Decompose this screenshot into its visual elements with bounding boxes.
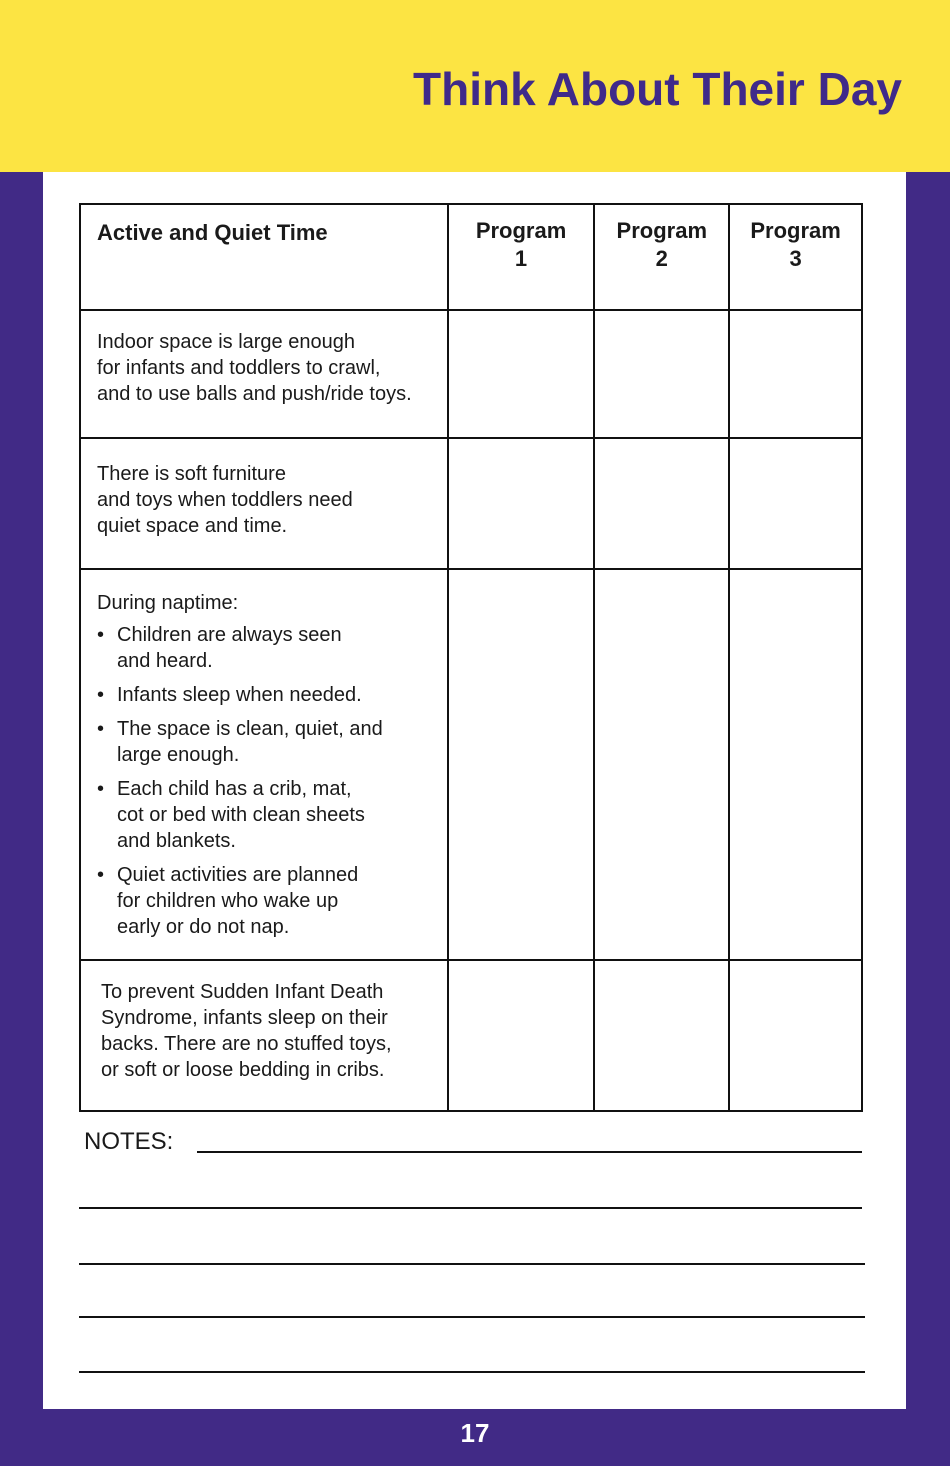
table-row [80, 569, 862, 960]
program-3-cell[interactable] [729, 569, 862, 960]
notes-line[interactable] [79, 1207, 862, 1209]
program-1-cell[interactable] [448, 310, 595, 438]
list-item: • The space is clean, quiet, and large enough. [97, 716, 435, 768]
header-band [0, 0, 950, 172]
checklist-table [79, 203, 863, 1112]
column-header-program-3: Program 3 [729, 204, 862, 310]
column-header-program-2: Program 2 [594, 204, 729, 310]
criterion-text: Indoor space is large enough for infants and toddlers to crawl, and to use balls and push/ride toys. [80, 310, 448, 438]
criterion-text: There is soft furniture and toys when toddlers need quiet space and time. [80, 438, 448, 569]
program-3-cell[interactable] [729, 310, 862, 438]
program-1-cell[interactable] [448, 438, 595, 569]
column-header-program-1: Program 1 [448, 204, 595, 310]
criterion-intro: During naptime: [97, 592, 239, 614]
list-item: • Infants sleep when needed. [97, 682, 435, 708]
list-item: • Children are always seen and heard. [97, 622, 435, 674]
notes-line[interactable] [79, 1263, 865, 1265]
list-item: • Each child has a crib, mat, cot or bed with clean sheets and blankets. [97, 776, 435, 854]
notes-line[interactable] [197, 1151, 862, 1153]
program-2-cell[interactable] [594, 569, 729, 960]
naptime-list [97, 622, 435, 940]
program-3-cell[interactable] [729, 960, 862, 1111]
page-title: Think About Their Day [413, 63, 902, 115]
notes-label: NOTES: [84, 1128, 174, 1155]
page-number: 17 [460, 1418, 490, 1448]
table-header-row [80, 204, 862, 310]
criterion-cell [80, 569, 448, 960]
program-1-cell[interactable] [448, 960, 595, 1111]
column-header-category: Active and Quiet Time [80, 204, 448, 310]
table-row [80, 960, 862, 1111]
program-2-cell[interactable] [594, 960, 729, 1111]
notes-line[interactable] [79, 1316, 865, 1318]
list-item: • Quiet activities are planned for children who wake up early or do not nap. [97, 862, 435, 940]
program-1-cell[interactable] [448, 569, 595, 960]
criterion-text: To prevent Sudden Infant Death Syndrome, infants sleep on their backs. There are no stuffed toys, or soft or loose bedding in cribs. [80, 960, 448, 1111]
notes-line[interactable] [79, 1371, 865, 1373]
table-row [80, 438, 862, 569]
table-row [80, 310, 862, 438]
program-3-cell[interactable] [729, 438, 862, 569]
program-2-cell[interactable] [594, 438, 729, 569]
program-2-cell[interactable] [594, 310, 729, 438]
